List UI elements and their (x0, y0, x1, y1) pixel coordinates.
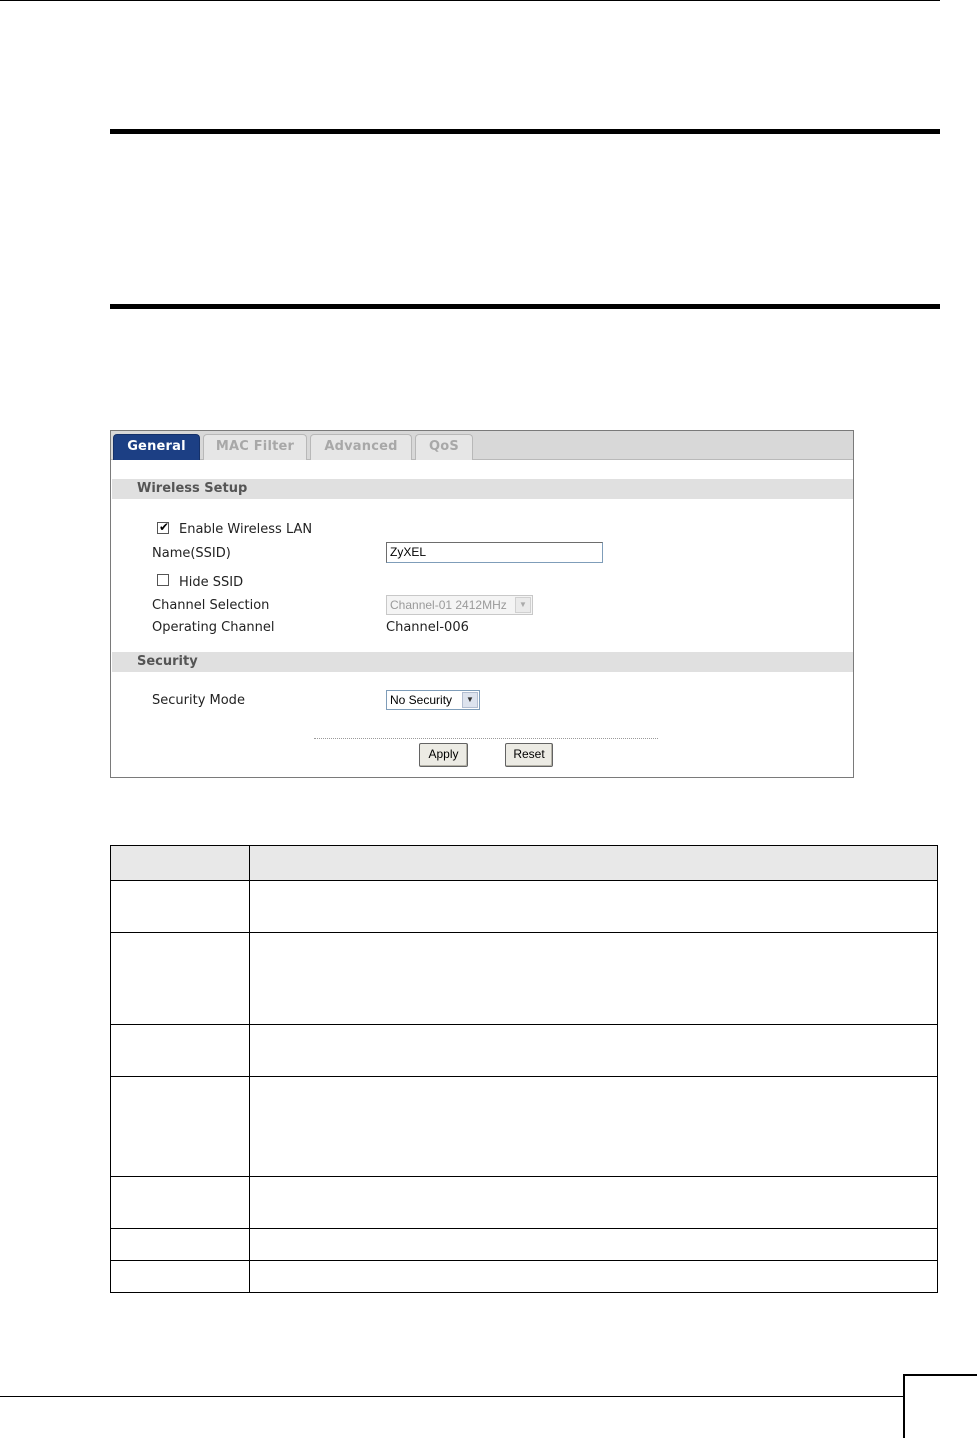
table-cell (111, 1177, 250, 1229)
security-header: Security (112, 652, 853, 672)
table-row (111, 1025, 938, 1077)
operating-channel-label: Operating Channel (152, 620, 275, 635)
table-header-cell (111, 846, 250, 881)
channel-selection-value: Channel-01 2412MHz (390, 598, 507, 612)
enable-wireless-lan-label: Enable Wireless LAN (179, 522, 313, 537)
reset-button[interactable]: Reset (505, 743, 553, 767)
table-cell (111, 1261, 250, 1293)
field-description-table (110, 845, 938, 1293)
tab-advanced[interactable]: Advanced (310, 434, 412, 460)
security-mode-label: Security Mode (152, 693, 245, 708)
table-cell (111, 1025, 250, 1077)
chevron-down-icon: ▼ (515, 597, 531, 613)
table-row (111, 1077, 938, 1177)
table-header-row (111, 846, 938, 881)
table-cell (111, 1229, 250, 1261)
tab-mac-filter[interactable]: MAC Filter (203, 434, 307, 460)
wireless-setup-header: Wireless Setup (112, 479, 853, 499)
footer-line (0, 1396, 903, 1397)
hide-ssid-label: Hide SSID (179, 575, 244, 590)
checkmark-icon: ✔ (159, 520, 170, 534)
ssid-label: Name(SSID) (152, 546, 231, 561)
table-cell (250, 881, 938, 933)
table-row (111, 881, 938, 933)
table-row (111, 1229, 938, 1261)
table-row (111, 933, 938, 1025)
tab-qos[interactable]: QoS (415, 434, 473, 460)
table-row (111, 1177, 938, 1229)
header-line (0, 0, 940, 1)
table-cell (250, 1177, 938, 1229)
button-divider (314, 738, 658, 739)
apply-button[interactable]: Apply (419, 743, 468, 767)
chapter-rule-bottom (110, 304, 940, 309)
table-header-cell (250, 846, 938, 881)
hide-ssid-checkbox[interactable] (157, 574, 169, 586)
chapter-rule-top (110, 129, 940, 134)
table-cell (111, 933, 250, 1025)
page-number-box (903, 1374, 977, 1438)
table-cell (250, 1261, 938, 1293)
security-mode-select[interactable] (386, 690, 480, 710)
ssid-input[interactable]: ZyXEL (386, 542, 603, 563)
table-cell (250, 1229, 938, 1261)
enable-wireless-lan-checkbox[interactable] (157, 522, 169, 534)
operating-channel-value: Channel-006 (386, 620, 469, 635)
tab-general[interactable]: General (113, 434, 200, 460)
channel-selection-select[interactable] (386, 595, 533, 615)
chevron-down-icon: ▼ (462, 692, 478, 708)
table-cell (111, 1077, 250, 1177)
security-mode-value: No Security (390, 693, 453, 707)
table-row (111, 1261, 938, 1293)
table-cell (250, 1077, 938, 1177)
table-cell (250, 933, 938, 1025)
tab-bar (111, 431, 853, 460)
table-cell (111, 881, 250, 933)
table-cell (250, 1025, 938, 1077)
channel-selection-label: Channel Selection (152, 598, 270, 613)
wireless-general-screen (110, 430, 854, 778)
